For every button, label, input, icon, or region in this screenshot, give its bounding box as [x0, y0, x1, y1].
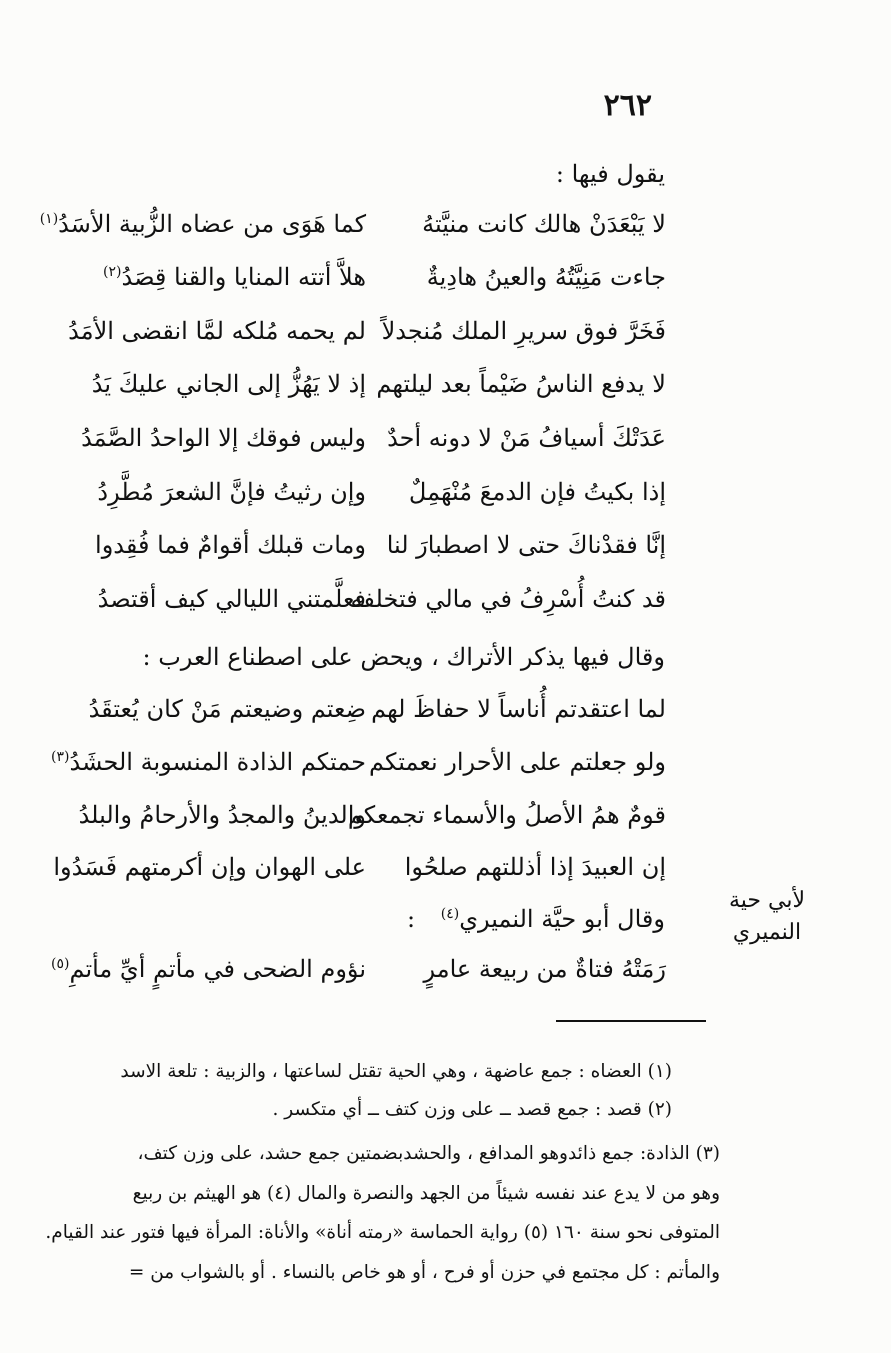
footnote-line: (١) العضاه : جمع عاضهة ، وهي الحية تقتل لساعتها ، والزبية : تلعة الاسد	[120, 1061, 672, 1082]
verse	[51, 955, 666, 997]
footnote-line: (٣) الذادة: جمع ذائدوهو المدافع ، والحشدبضمتين جمع حشد، على وزن كتف،	[137, 1143, 720, 1164]
verse	[68, 317, 666, 359]
footnote-line: والمأتم : كل مجتمع في حزن أو فرح ، أو هو خاص بالنساء . أو بالشواب من =	[128, 1262, 720, 1283]
verse	[84, 263, 666, 305]
side-heading-line: النميري	[732, 920, 802, 945]
first-hemistich: إنَّا فقدْناكَ حتى لا اصطبارَ لنا	[386, 531, 666, 559]
footnote-marker: (٤)	[440, 906, 460, 922]
verse	[84, 370, 666, 412]
first-hemistich: جاءت مَنِيَّتُهُ والعينُ هادِيةٌ	[426, 263, 666, 291]
second-hemistich: إذ لا يَهُزُّ إلى الجاني عليكَ يَدُ	[91, 370, 366, 398]
second-hemistich	[51, 748, 366, 776]
poem-intro-text: وقال أبو حيَّة النميري	[459, 905, 665, 933]
second-hemistich: وإن رثيتُ فإنَّ الشعرَ مُطَّرِدُ	[97, 478, 366, 506]
verse	[84, 585, 666, 627]
footnote-marker: (٢)	[103, 264, 122, 280]
intro-colon: :	[407, 905, 416, 933]
first-hemistich: إن العبيدَ إذا أذللتهم صلحُوا	[404, 853, 666, 881]
first-hemistich: فَخَرَّ فوق سريرِ الملك مُنجدلاً	[381, 317, 666, 345]
side-heading-line: لأبي حية	[728, 888, 806, 913]
poem-intro: يقول فيها :	[555, 160, 665, 188]
first-hemistich: قد كنتُ أُسْرِفُ في مالي فتخلفه	[350, 585, 666, 613]
verse	[84, 531, 666, 573]
second-hemistich: ومات قبلك أقوامٌ فما فُقِدوا	[95, 531, 366, 559]
second-hemistich: ضِعتم وضيعتم مَنْ كان يُعتقَدُ	[88, 695, 366, 723]
first-hemistich: لما اعتقدتم أُناساً لا حفاظَ لهم	[371, 695, 666, 723]
footnote-marker: (٥)	[51, 956, 70, 972]
hemistich-text: نؤوم الضحى في مأتمٍ أيِّ مأتمِ	[69, 955, 366, 983]
first-hemistich: قومٌ همُ الأصلُ والأسماء تجمعكم	[347, 801, 666, 829]
first-hemistich: لا يدفع الناسُ ضَيْماً بعد ليلتهم	[376, 370, 666, 398]
page-number: ٢٦٢	[603, 88, 652, 123]
second-hemistich: لم يحمه مُلكه لمَّا انقضى الأمَدُ	[68, 317, 366, 345]
verse	[53, 853, 666, 895]
hemistich-text: كما هَوَى من عضاه الزُّبية الأسَدُ	[58, 210, 366, 238]
side-heading	[722, 885, 812, 949]
verse	[39, 210, 666, 252]
footnote-divider	[556, 1020, 706, 1022]
footnote-line: (٢) قصد : جمع قصد ــ على وزن كتف ــ أي متكسر .	[272, 1099, 672, 1120]
verse	[84, 478, 666, 520]
footnote-line: وهو من لا يدع عند نفسه شيئاً من الجهد والنصرة والمال (٤) هو الهيثم بن ربيع	[132, 1183, 720, 1204]
second-hemistich	[39, 210, 366, 238]
footnote-marker: (٣)	[51, 749, 70, 765]
first-hemistich: لا يَبْعَدَنْ هالك كانت منيَّتهُ	[422, 210, 666, 238]
first-hemistich: عَدَتْكَ أسيافُ مَنْ لا دونه أحدٌ	[387, 424, 666, 452]
poem-intro: وقال فيها يذكر الأتراك ، ويحض على اصطناع العرب :	[142, 643, 665, 671]
hemistich-text: هلاَّ أتته المنايا والقنا قِصَدُ	[121, 263, 366, 291]
first-hemistich: رَمَتْهُ فتاةٌ من ربيعة عامرٍ	[423, 955, 666, 983]
second-hemistich: وليس فوقك إلا الواحدُ الصَّمَدُ	[81, 424, 366, 452]
second-hemistich: والدينُ والمجدُ والأرحامُ والبلدُ	[78, 801, 366, 829]
first-hemistich: ولو جعلتم على الأحرار نعمتكم	[369, 748, 666, 776]
footnote-line: المتوفى نحو سنة ١٦٠ (٥) رواية الحماسة «رمته أناة» والأناة: المرأة فيها فتور عند القيام.	[45, 1222, 720, 1243]
verse	[51, 748, 666, 790]
second-hemistich	[84, 263, 366, 291]
hemistich-text: حمتكم الذادة المنسوبة الحشَدُ	[69, 748, 366, 776]
footnote-marker: (١)	[39, 211, 59, 227]
first-hemistich: إذا بكيتُ فإن الدمعَ مُنْهَمِلٌ	[408, 478, 666, 506]
second-hemistich	[51, 955, 366, 983]
second-hemistich: فعلَّمتني الليالي كيف أقتصدُ	[97, 585, 366, 613]
verse	[84, 695, 666, 737]
verse	[78, 801, 666, 843]
poem-intro	[407, 905, 665, 933]
verse	[81, 424, 666, 466]
second-hemistich: على الهوان وإن أكرمتهم فَسَدُوا	[53, 853, 366, 881]
